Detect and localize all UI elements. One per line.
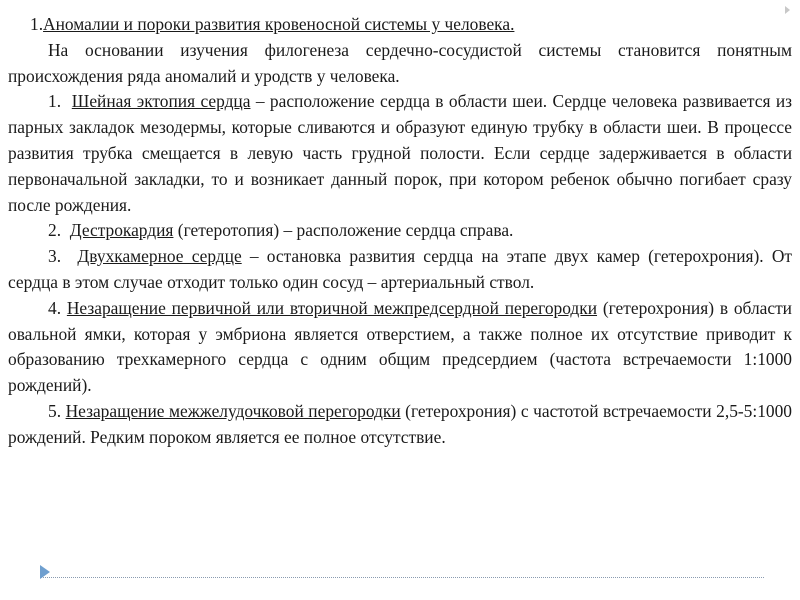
item-paragraph-3 [8,244,792,296]
corner-triangle-icon [785,6,790,14]
item-term: Шейная эктопия сердца [71,91,251,112]
document-body [8,12,792,451]
item-number: 5. [48,400,66,421]
item-paragraph-2 [8,218,792,244]
title-number: 1. [30,14,44,34]
item-number: 4. [48,297,67,318]
item-number: 2. [48,220,70,241]
item-term: Дестрокардия [69,220,174,241]
title-text: Аномалии и пороки развития кровеносной системы у человека. [43,14,515,34]
item-paragraph-4 [8,296,792,399]
item-text: – остановка развития сердца на этапе двух камер (гетерохрония). От сердца в этом случае отходит только один сосуд – артериальный ствол. [8,246,792,292]
footer-divider [40,577,764,578]
item-text: – расположение сердца в области шеи. Сердце человека развивается из парных закладок мезодермы, которые сливаются и образуют единую трубку в области шеи. В процессе развития трубка смещается в левую часть грудной полости. Если сердце задерживается в области первоначальной закладки, то и возникает данный порок, при котором ребенок обычно погибает сразу после рождения. [8,91,792,215]
intro-paragraph: На основании изучения филогенеза сердечно-сосудистой системы становится понятным происхождения ряда аномалий и уродств у человека. [8,39,792,86]
document-title [8,12,792,38]
item-paragraph-5 [8,399,792,451]
item-term: Незаращение первичной или вторичной межпредсердной перегородки [66,297,598,318]
item-number: 1. [48,91,72,112]
item-term: Двухкамерное сердце [77,246,242,267]
triangle-arrow-right-icon [40,565,50,579]
item-number: 3. [48,246,78,267]
item-text: (гетерохрония) в области овальной ямки, которая у эмбриона является отверстием, а также полное их отсутствие приводит к образованию трехкамерного сердца с одним общим предсердием (частота встречаемости 1:1000 рождений). [8,297,792,396]
item-term: Незаращение межжелудочковой перегородки [65,400,401,421]
item-paragraph-1 [8,89,792,218]
item-text: (гетерохрония) с частотой встречаемости 2,5-5:1000 рождений. Редким пороком является ее полное отсутствие. [8,400,792,447]
item-text: (гетеротопия) – расположение сердца справа. [173,220,514,241]
